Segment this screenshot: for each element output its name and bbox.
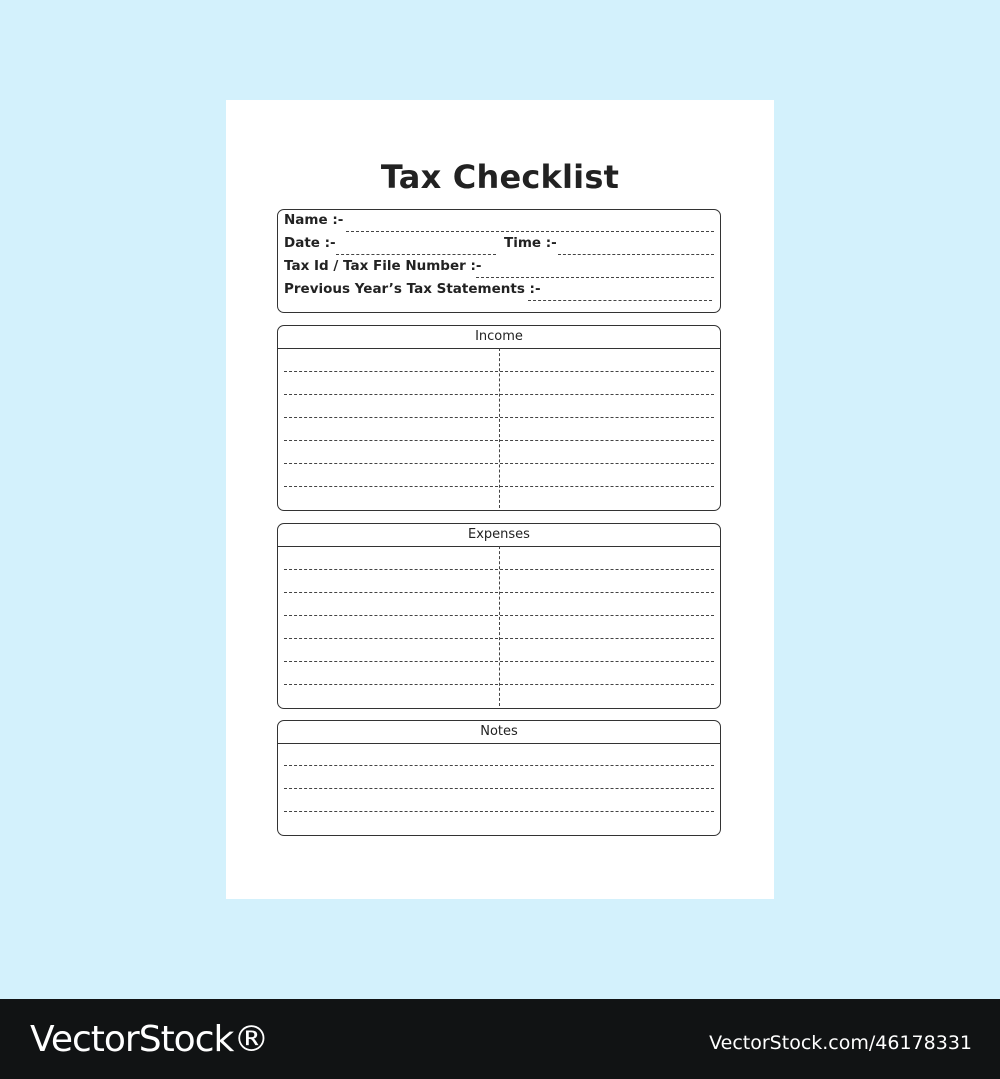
expenses-line[interactable] xyxy=(284,661,714,662)
date-line[interactable] xyxy=(336,254,496,255)
expenses-line[interactable] xyxy=(284,569,714,570)
checklist-page xyxy=(226,100,774,899)
expenses-line[interactable] xyxy=(284,638,714,639)
expenses-line[interactable] xyxy=(284,684,714,685)
date-label: Date :- xyxy=(284,235,336,251)
name-label: Name :- xyxy=(284,212,344,228)
time-label: Time :- xyxy=(504,235,557,251)
tax-id-label: Tax Id / Tax File Number :- xyxy=(284,258,482,274)
income-line[interactable] xyxy=(284,417,714,418)
name-line[interactable] xyxy=(346,231,714,232)
income-line[interactable] xyxy=(284,394,714,395)
expenses-section xyxy=(277,523,721,709)
notes-line[interactable] xyxy=(284,765,714,766)
page-title: Tax Checklist xyxy=(380,158,620,196)
image-id-text: VectorStock.com/46178331 xyxy=(709,1032,972,1054)
income-line[interactable] xyxy=(284,440,714,441)
notes-section xyxy=(277,720,721,836)
expenses-heading: Expenses xyxy=(278,524,720,547)
notes-line[interactable] xyxy=(284,811,714,812)
watermark-footer xyxy=(0,999,1000,1079)
income-section xyxy=(277,325,721,511)
notes-heading: Notes xyxy=(278,721,720,744)
income-line[interactable] xyxy=(284,486,714,487)
expenses-line[interactable] xyxy=(284,615,714,616)
previous-statements-line[interactable] xyxy=(528,300,712,301)
income-heading: Income xyxy=(278,326,720,349)
vectorstock-logo: VectorStock® xyxy=(30,1019,269,1060)
income-column-divider xyxy=(499,348,500,508)
tax-id-line[interactable] xyxy=(476,277,714,278)
income-line[interactable] xyxy=(284,463,714,464)
expenses-line[interactable] xyxy=(284,592,714,593)
previous-statements-label: Previous Year’s Tax Statements :- xyxy=(284,281,541,297)
time-line[interactable] xyxy=(558,254,714,255)
info-box xyxy=(277,209,721,313)
income-line[interactable] xyxy=(284,371,714,372)
notes-line[interactable] xyxy=(284,788,714,789)
expenses-column-divider xyxy=(499,546,500,706)
